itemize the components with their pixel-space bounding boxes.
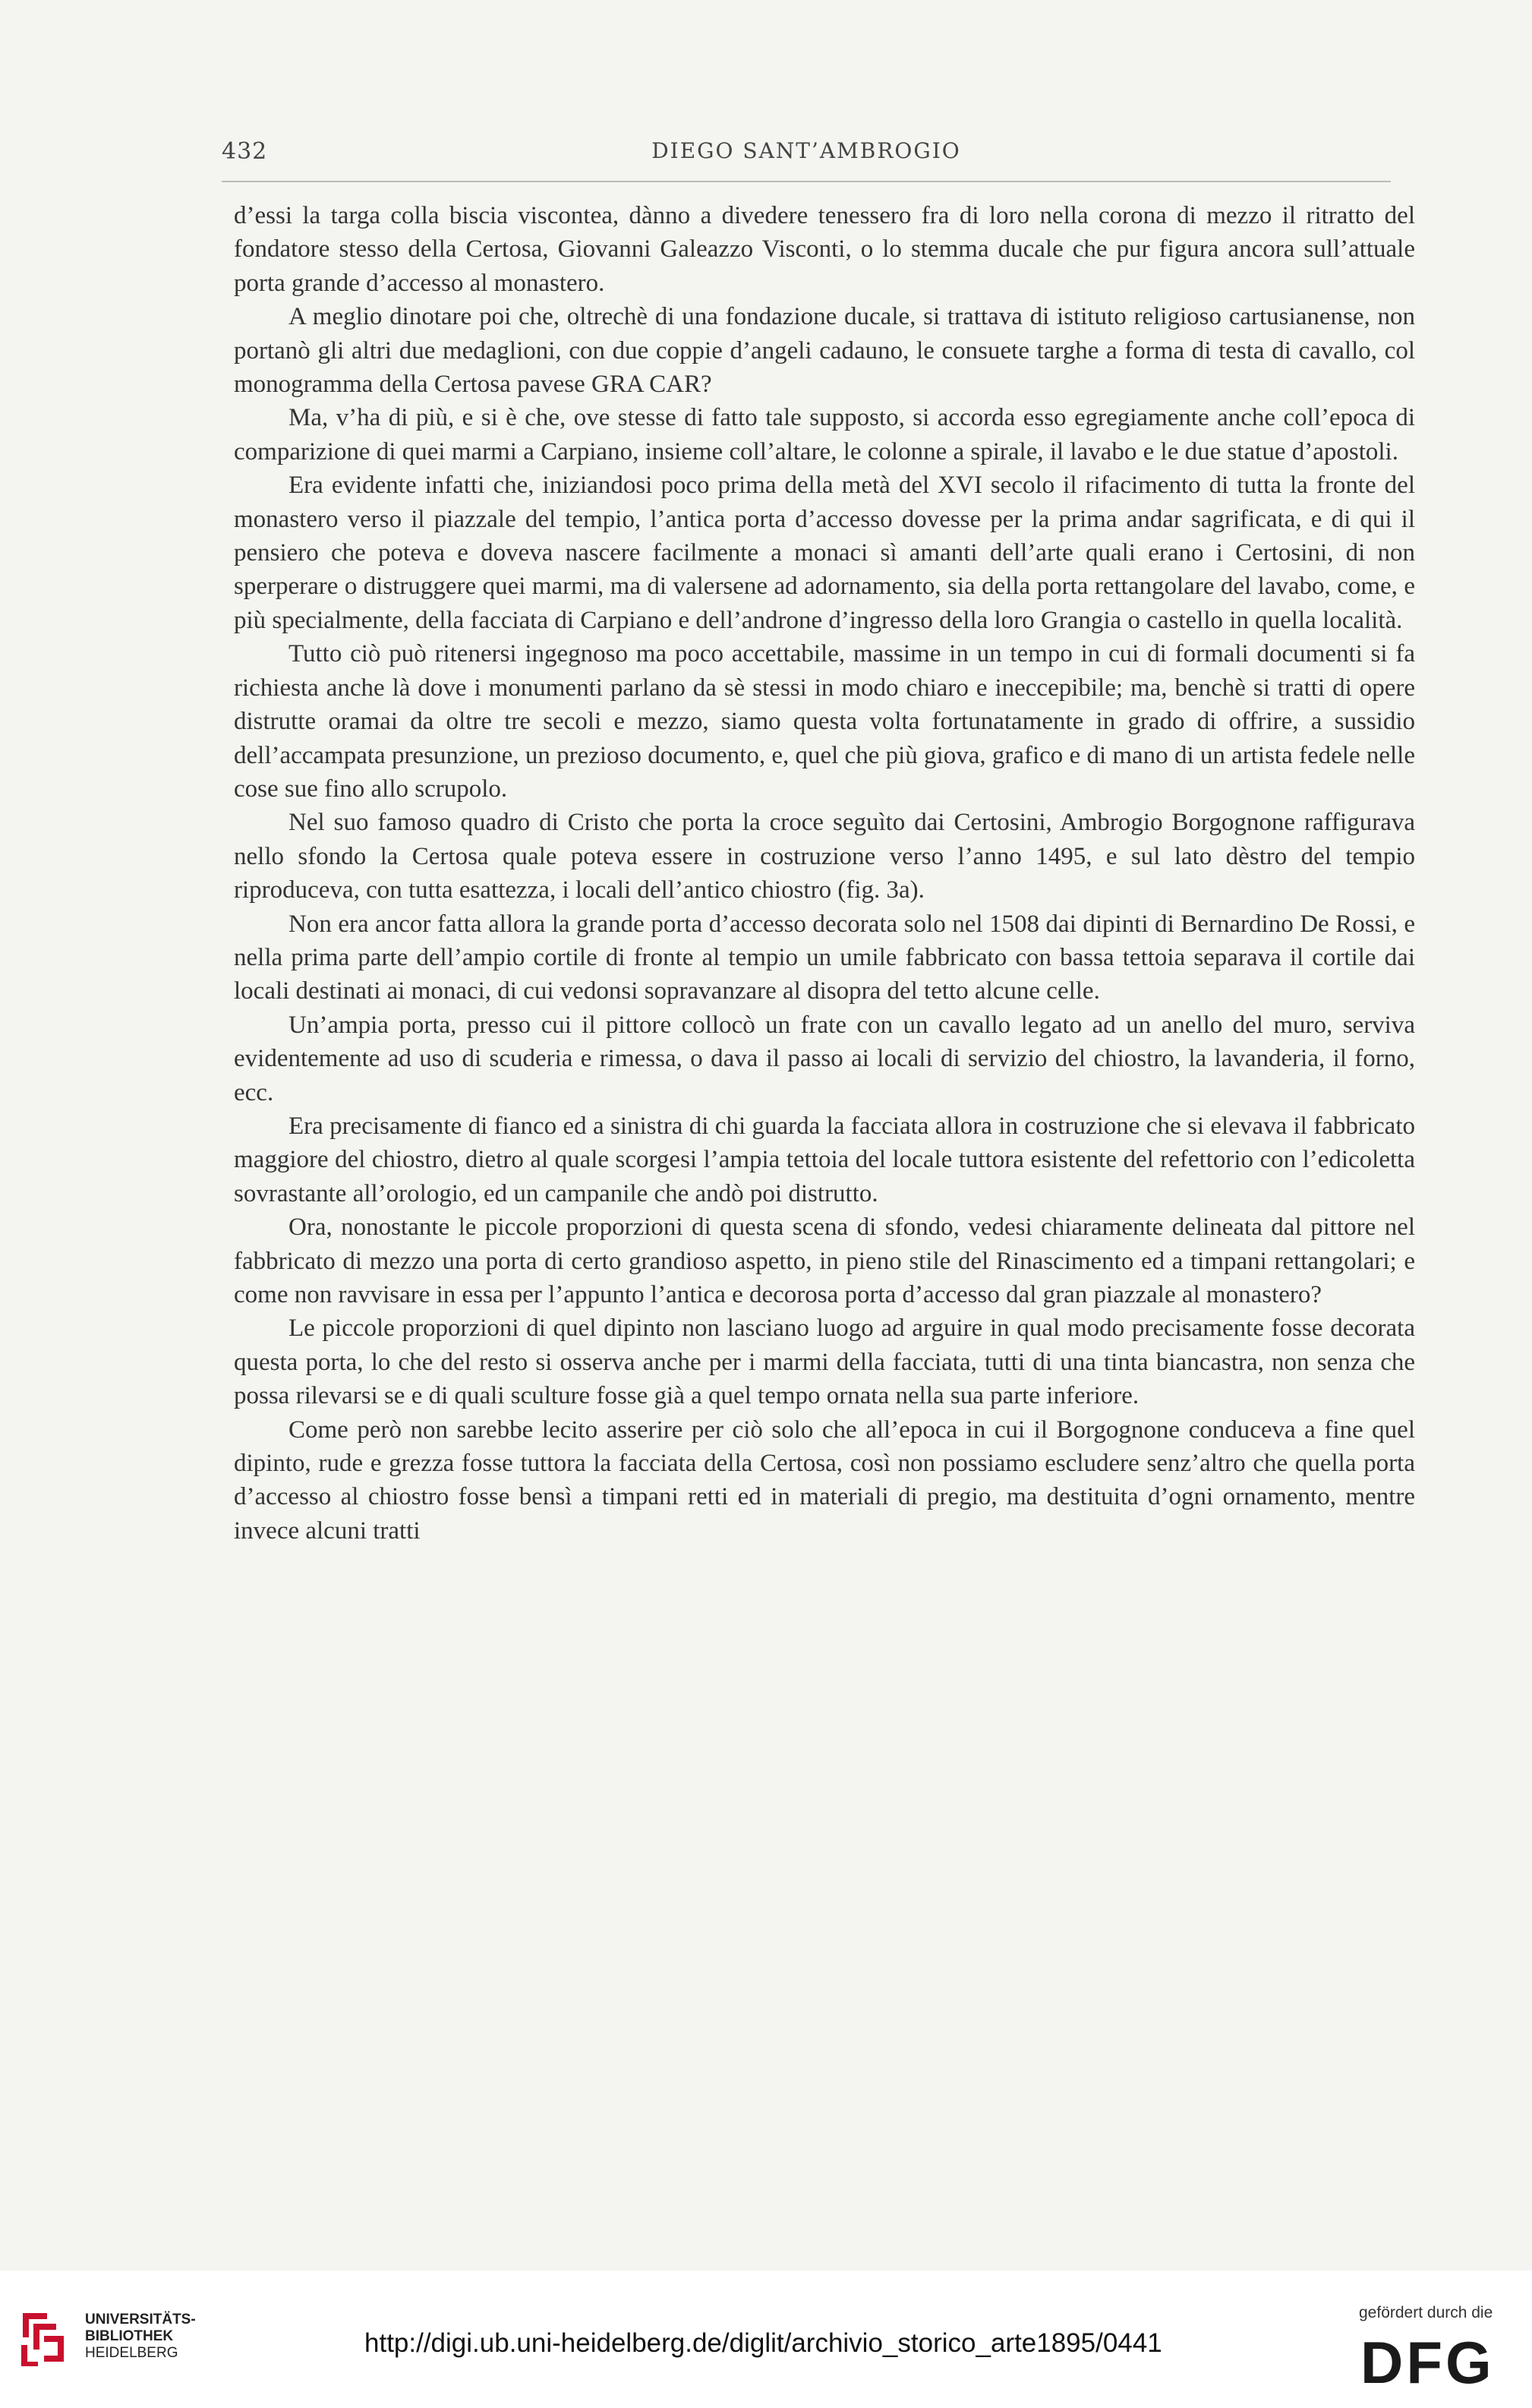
institution-line: BIBLIOTHEK xyxy=(85,2328,174,2344)
paragraph: Era evidente infatti che, iniziandosi poco prima della metà del XVI secolo il rifacimento di tutta la fronte del monastero verso il piazzale del tempio, l’antica porta d’accesso dovesse per la prima andar sagrificata, e di qui il pensiero che poteva e doveva nascere facilmente a monaci sì amanti dell’arte quali erano i Certosini, di non sperperare o distruggere quei marmi, ma di valersene ad adornamento, sia della porta rettangolare del lavabo, come, e più specialmente, della facciata di Carpiano e dell’androne d’ingresso della loro Grangia o castello in quella località. xyxy=(234,472,1415,634)
dfg-logo[interactable]: DFG xyxy=(1360,2329,1495,2396)
paragraph: Ma, v’ha di più, e si è che, ove stesse di fatto tale supposto, si accorda esso egregiamente anche coll’epoca di comparizione di quei marmi a Carpiano, insieme coll’altare, le colonne a spirale, il lavabo e le due statue d’apostoli. xyxy=(234,404,1415,466)
paragraph: Come però non sarebbe lecito asserire per ciò solo che all’epoca in cui il Borgognone conduceva a fine quel dipinto, rude e grezza fosse tuttora la facciata della Certosa, così non possiamo escludere senz’altro che quella porta d’accesso al chiostro fosse bensì a timpani retti ed in materiali di pregio, ma destituita d’ogni ornamento, mentre invece alcuni tratti xyxy=(234,1415,1415,1545)
paragraph: Un’ampia porta, presso cui il pittore collocò un frate con un cavallo legato ad un anello del muro, serviva evidentemente ad uso di scuderia e rimessa, o dava il passo ai locali di servizio del chiostro, la lavanderia, il forno, ecc. xyxy=(234,1011,1415,1106)
body-text xyxy=(234,199,1415,1548)
page-header xyxy=(222,138,1391,176)
sponsor-label: gefördert durch die xyxy=(1359,2304,1493,2321)
paragraph: Ora, nonostante le piccole proporzioni di questa scena di sfondo, vedesi chiaramente delineata dal pittore nel fabbricato di mezzo una porta di certo grandioso aspetto, in pieno stile del Rinascimento ed a timpani rettangolari; e come non ravvisare in essa per l’appunto l’antica e decorosa porta d’accesso dal gran piazzale al monastero? xyxy=(234,1213,1415,1308)
paragraph: Nel suo famoso quadro di Cristo che porta la croce seguìto dai Certosini, Ambrogio Borgognone raffigurava nello sfondo la Certosa quale poteva essere in costruzione verso l’anno 1495, e sul lato dèstro del tempio riproduceva, con tutta esattezza, i locali dell’antico chiostro (fig. 3a). xyxy=(234,809,1415,904)
institution-line: UNIVERSITÄTS- xyxy=(85,2312,196,2328)
institution-line: HEIDELBERG xyxy=(85,2345,178,2361)
paragraph: A meglio dinotare poi che, oltrechè di una fondazione ducale, si trattava di istituto religioso cartusianense, non portanò gli altri due medaglioni, con due coppie d’angeli cadauno, le consuete targhe a forma di testa di cavallo, col monogramma della Certosa pavese GRA CAR? xyxy=(234,303,1415,399)
paragraph: d’essi la targa colla biscia viscontea, dànno a divedere tenessero fra di loro nella corona di mezzo il ritratto del fondatore stesso della Certosa, Giovanni Galeazzo Visconti, o lo stemma ducale che pur figura ancora sull’attuale porta grande d’accesso al monastero. xyxy=(234,202,1415,297)
university-library-name[interactable] xyxy=(85,2312,196,2362)
viewer-footer xyxy=(0,2271,1532,2408)
permalink-url[interactable]: http://digi.ub.uni-heidelberg.de/diglit/archivio_storico_arte1895/0441 xyxy=(364,2328,1162,2358)
paragraph: Era precisamente di fianco ed a sinistra di chi guarda la facciata allora in costruzione che si elevava il fabbricato maggiore del chiostro, dietro al quale scorgesi l’ampia tettoia del locale tuttora esistente del refettorio con l’edicoletta sovrastante all’orologio, ed un campanile che andò poi distrutto. xyxy=(234,1112,1415,1207)
paragraph: Le piccole proporzioni di quel dipinto non lasciano luogo ad arguire in qual modo precisamente fosse decorata questa porta, lo che del resto si osserva anche per i marmi della facciata, tutti di una tinta biancastra, non senza che possa rilevarsi se e di quali sculture fosse già a quel tempo ornata nella sua parte inferiore. xyxy=(234,1314,1415,1410)
university-library-logo-icon[interactable] xyxy=(17,2307,70,2368)
paragraph: Non era ancor fatta allora la grande porta d’accesso decorata solo nel 1508 dai dipinti di Bernardino De Rossi, e nella prima parte dell’ampio cortile di fronte al tempio un umile fabbricato con bassa tettoia separava il cortile dai locali destinati ai monaci, di cui vedonsi sopravanzare al disopra del tetto alcune celle. xyxy=(234,910,1415,1005)
page-number: 432 xyxy=(222,138,268,165)
header-rule xyxy=(222,181,1391,182)
paragraph: Tutto ciò può ritenersi ingegnoso ma poco accettabile, massime in un tempo in cui di formali documenti si fa richiesta anche là dove i monumenti parlano da sè stessi in modo chiaro e ineccepibile; ma, benchè si tratti di opere distrutte oramai da oltre tre secoli e mezzo, siamo questa volta fortunatamente in grado di offrire, a sussidio dell’accampata presunzione, un prezioso documento, e, quel che più giova, grafico e di mano di un artista fedele nelle cose sue fino allo scrupolo. xyxy=(234,640,1415,803)
running-title: DIEGO SANT’AMBROGIO xyxy=(651,138,961,163)
